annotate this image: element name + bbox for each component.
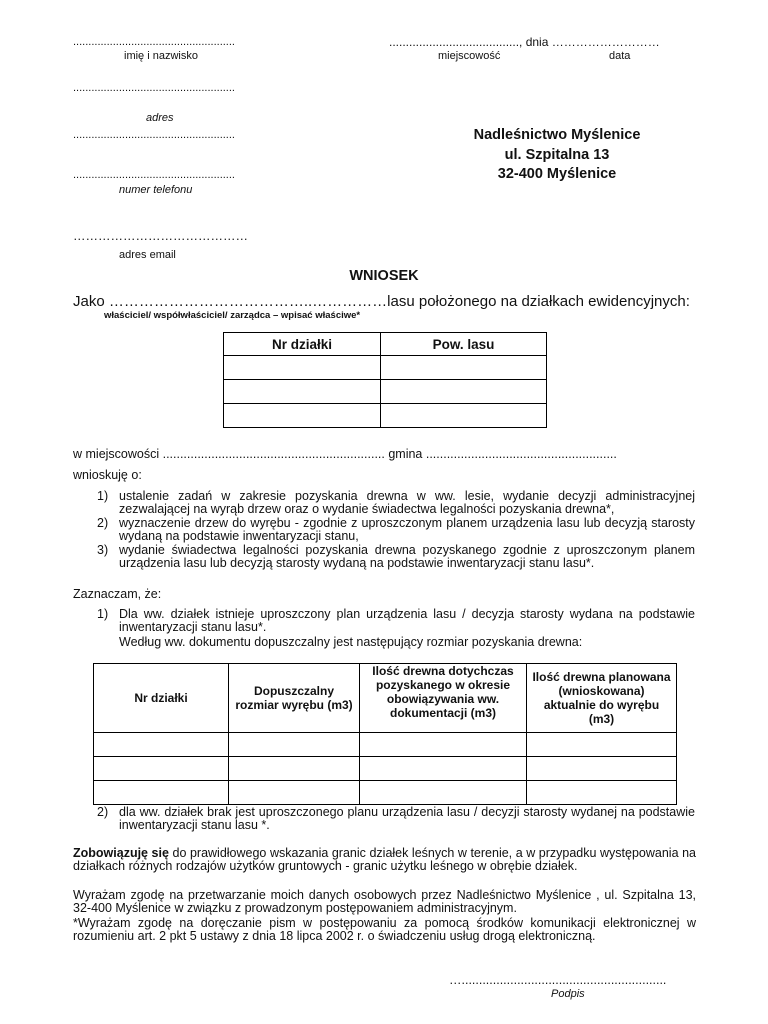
- table-cell[interactable]: [94, 733, 229, 757]
- table-row: [94, 757, 677, 781]
- address-label: adres: [146, 112, 174, 124]
- harvest-table-header-nr: Nr działki: [94, 664, 229, 733]
- request-intro: wnioskuję o:: [73, 468, 142, 482]
- table-cell[interactable]: [527, 757, 677, 781]
- commitment-bold: Zobowiązuję się: [73, 846, 169, 860]
- note-sub: Według ww. dokumentu dopuszczalny jest następujący rozmiar pozyskania drewna:: [119, 635, 583, 649]
- harvest-table: [93, 663, 677, 805]
- table-cell[interactable]: [381, 356, 547, 380]
- consent-data-processing: Wyrażam zgodę na przetwarzanie moich danych osobowych przez Nadleśnictwo Myślenice , ul. Szpitalna 13, 32-400 Myślenice w związku z prowadzonym postępowaniem administracyjnym.: [73, 888, 696, 915]
- address-dots-2: .....................................................: [73, 129, 235, 141]
- name-dots: .....................................................: [73, 36, 235, 48]
- phone-label: numer telefonu: [119, 184, 193, 196]
- signature-label: Podpis: [551, 988, 585, 1000]
- table-cell[interactable]: [381, 404, 547, 428]
- address-dots-1: .....................................................: [73, 82, 235, 94]
- signature-dots[interactable]: …...........................................................: [449, 973, 667, 987]
- table-row: [94, 733, 677, 757]
- consent-electronic-delivery: *Wyrażam zgodę na doręczanie pism w postępowaniu za pomocą środków komunikacji elektronicznej w rozumieniu art. 2 pkt 5 ustawy z dnia 18 lipca 2002 r. o świadczeniu usług drogą elektroniczną.: [73, 916, 696, 943]
- table-cell[interactable]: [94, 781, 229, 805]
- request-text: wyznaczenie drzew do wyrębu - zgodnie z uproszczonym planem urządzenia lasu lub decyzją starosty wydaną na podstawie inwentaryzacji stanu,: [119, 516, 695, 543]
- commitment-paragraph: [73, 847, 696, 873]
- place-label: miejscowość: [438, 50, 501, 62]
- request-text: ustalenie zadań w zakresie pozyskania drewna w ww. lesie, wydanie decyzji administracyjnej zezwalającej na wyrąb drzew oraz o wydanie świadectwa legalności pozyskania drewna*,: [119, 489, 695, 516]
- commitment-text: do prawidłowego wskazania granic działek leśnych w terenie, a w przypadku występowania na działkach różnych rodzajów użytków gruntowych - granic użytku leśnego w obrębie działek.: [73, 846, 696, 873]
- recipient-line-2: ul. Szpitalna 13: [504, 146, 610, 163]
- note-num: 2): [97, 805, 109, 819]
- recipient-line-3: 32-400 Myślenice: [497, 166, 617, 182]
- note-text: Dla ww. działek istnieje uproszczony plan urządzenia lasu / decyzja starosty wydana na podstawie inwentaryzacji stanu lasu*.: [119, 607, 695, 634]
- table-row: [94, 781, 677, 805]
- table-row: [224, 404, 547, 428]
- recipient-line-1: Nadleśnictwo Myślenice: [473, 127, 641, 143]
- table-cell[interactable]: [94, 757, 229, 781]
- table-row: [224, 356, 547, 380]
- table-cell[interactable]: [229, 781, 360, 805]
- table-cell[interactable]: [224, 356, 381, 380]
- note-text: dla ww. działek brak jest uproszczonego planu urządzenia lasu / decyzji starosty wydanej na podstawie inwentaryzacji stanu lasu *.: [119, 805, 695, 832]
- jako-line: Jako …………………………………..……………lasu położonego na działkach ewidencyjnych:: [73, 293, 690, 310]
- harvest-table-header-allowed: Dopuszczalny rozmiar wyrębu (m3): [229, 664, 360, 733]
- location-line: w miejscowości ................................................................ gmina .......................................................: [73, 447, 617, 461]
- email-label: adres email: [119, 249, 176, 261]
- name-label: imię i nazwisko: [124, 50, 198, 62]
- parcel-table-header-nr: Nr działki: [224, 333, 381, 356]
- parcel-table: [223, 332, 547, 428]
- table-row: [224, 380, 547, 404]
- table-cell[interactable]: [527, 781, 677, 805]
- phone-dots: .....................................................: [73, 169, 235, 181]
- table-cell[interactable]: [229, 757, 360, 781]
- table-cell[interactable]: [360, 781, 527, 805]
- request-num: 1): [97, 489, 109, 503]
- table-cell[interactable]: [381, 380, 547, 404]
- table-cell[interactable]: [229, 733, 360, 757]
- date-label: data: [609, 50, 631, 62]
- table-cell[interactable]: [527, 733, 677, 757]
- harvest-table-header-planned: Ilość drewna planowana (wnioskowana) aktualnie do wyrębu (m3): [527, 664, 677, 733]
- jako-sub: właściciel/ współwłaściciel/ zarządca – wpisać właściwe*: [104, 310, 361, 321]
- document-title: WNIOSEK: [349, 268, 419, 284]
- table-cell[interactable]: [224, 380, 381, 404]
- table-cell[interactable]: [360, 733, 527, 757]
- table-cell[interactable]: [360, 757, 527, 781]
- email-dots: ……………………………………: [73, 229, 248, 243]
- place-date-line: ......................................., dnia ………………………: [389, 35, 660, 49]
- recipient-block: [437, 126, 677, 185]
- harvest-table-header-harvested: Ilość drewna dotychczas pozyskanego w okresie obowiązywania ww. dokumentacji (m3): [360, 664, 527, 733]
- request-num: 2): [97, 516, 109, 530]
- note-num: 1): [97, 607, 109, 621]
- request-text: wydanie świadectwa legalności pozyskania drewna pozyskanego zgodnie z uproszczonym planem urządzenia lasu lub decyzją starosty wydaną na podstawie inwentaryzacji stanu lasu*.: [119, 543, 695, 570]
- parcel-table-header-area: Pow. lasu: [381, 333, 547, 356]
- table-cell[interactable]: [224, 404, 381, 428]
- request-num: 3): [97, 543, 109, 557]
- note-intro: Zaznaczam, że:: [73, 587, 162, 601]
